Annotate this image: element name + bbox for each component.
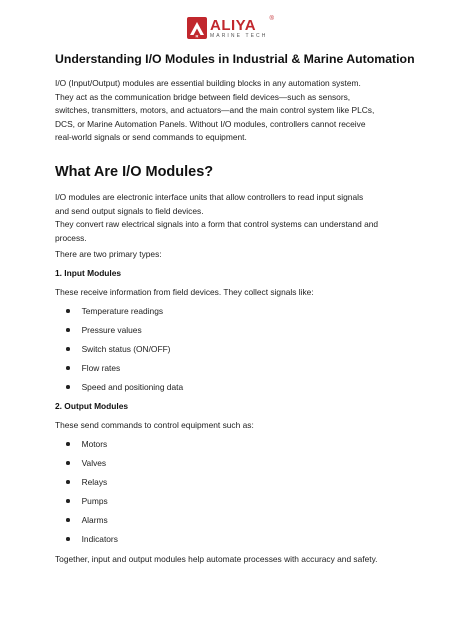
bullet	[66, 537, 70, 541]
bullet	[66, 480, 70, 484]
list-item	[66, 496, 108, 506]
list-item	[66, 306, 163, 316]
bullet	[66, 328, 70, 332]
list-item	[66, 439, 107, 449]
conclusion-paragraph: Together, input and output modules help automate processes with accuracy and safety.	[55, 554, 378, 564]
definition-line: They convert raw electrical signals into a form that control systems can understand and	[55, 219, 379, 230]
bullet	[66, 518, 70, 522]
list-item-text: Pressure values	[81, 325, 142, 335]
list-item-text: Alarms	[81, 515, 108, 525]
list-item	[66, 515, 108, 525]
bullet	[66, 442, 70, 446]
input-modules-heading: 1. Input Modules	[55, 268, 122, 278]
section-heading: What Are I/O Modules?	[55, 164, 214, 180]
bullet	[66, 385, 70, 389]
list-item	[66, 477, 107, 487]
intro-line: They act as the communication bridge between field devices—such as sensors,	[55, 91, 351, 102]
list-item	[66, 344, 170, 354]
list-item	[66, 458, 106, 468]
input-modules-desc: These receive information from field devices. They collect signals like:	[55, 287, 314, 297]
list-item-text: Flow rates	[81, 363, 121, 373]
list-item-text: Switch status (ON/OFF)	[81, 344, 171, 354]
list-item-text: Pumps	[81, 496, 108, 506]
definition-line: I/O modules are electronic interface units that allow controllers to read input signals	[55, 192, 364, 202]
logo-emblem-letter: R	[195, 33, 199, 39]
definition-paragraph	[55, 191, 400, 245]
output-modules-heading: 2. Output Modules	[55, 401, 129, 411]
brand-logo	[187, 15, 275, 39]
intro-line: real-world signals or send commands to equipment.	[55, 132, 247, 143]
list-item	[66, 382, 183, 392]
definition-line: process.	[55, 232, 87, 243]
list-item	[66, 534, 118, 544]
list-item	[66, 363, 120, 373]
brand-name-text: ALIYA	[210, 16, 257, 34]
bullet	[66, 309, 70, 313]
intro-line: switches, transmitters, motors, and actuators—and the main control system like PLCs,	[55, 105, 375, 116]
logo-emblem-icon	[187, 17, 207, 39]
list-item-text: Temperature readings	[81, 306, 164, 316]
list-item-text: Valves	[81, 458, 107, 468]
types-intro: There are two primary types:	[55, 249, 162, 259]
logo-text	[210, 15, 275, 39]
bullet	[66, 461, 70, 465]
list-item	[66, 325, 142, 335]
list-item-text: Motors	[81, 439, 108, 449]
bullet	[66, 347, 70, 351]
intro-paragraph	[55, 77, 400, 145]
list-item-text: Relays	[81, 477, 108, 487]
intro-line: DCS, or Marine Automation Panels. Without I/O modules, controllers cannot receive	[55, 118, 366, 129]
page-title: Understanding I/O Modules in Industrial & Marine Automation	[55, 52, 415, 66]
registered-mark: ®	[269, 15, 275, 22]
list-item-text: Indicators	[81, 534, 118, 544]
brand-name	[210, 15, 275, 34]
definition-line: and send output signals to field devices.	[55, 205, 204, 216]
list-item-text: Speed and positioning data	[81, 382, 184, 392]
intro-line: I/O (Input/Output) modules are essential building blocks in any automation system.	[55, 78, 361, 88]
output-modules-desc: These send commands to control equipment such as:	[55, 420, 254, 430]
brand-tagline: MARINE TECH	[210, 32, 268, 39]
bullet	[66, 366, 70, 370]
bullet	[66, 499, 70, 503]
